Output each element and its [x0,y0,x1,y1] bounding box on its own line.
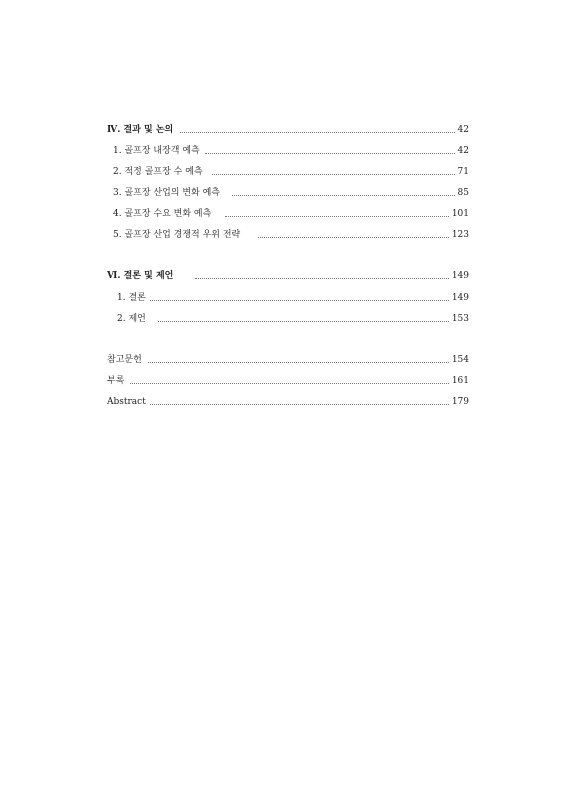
toc-page-number: 149 [450,268,469,284]
toc-leader-dots [205,153,457,154]
toc-entry-4-1[interactable] [0,143,565,159]
toc-leader-dots [130,383,453,384]
toc-entry-title: 부록 [107,373,127,389]
toc-page-number: 71 [456,164,469,180]
toc-leader-dots [180,132,457,133]
toc-entry-title: Abstract [107,394,149,410]
toc-chapter-4[interactable] [0,122,565,138]
toc-entry-title: 4. 골프장 수요 변화 예측 [113,206,214,222]
toc-abstract[interactable] [0,394,565,410]
toc-leader-dots [158,321,453,322]
toc-leader-dots [150,300,453,301]
toc-leader-dots [195,278,453,279]
toc-entry-6-1[interactable] [0,290,565,306]
toc-entry-title: 5. 골프장 산업 경쟁적 우위 전략 [113,227,243,243]
toc-appendix[interactable] [0,373,565,389]
toc-leader-dots [258,237,453,238]
toc-entry-4-5[interactable] [0,227,565,243]
toc-page-number: 42 [456,122,469,138]
toc-entry-4-2[interactable] [0,164,565,180]
toc-entry-title: 2. 제언 [117,311,149,327]
toc-page-number: 153 [450,311,469,327]
toc-page-number: 154 [450,352,469,368]
toc-page-number: 179 [450,394,469,410]
toc-entry-title: 1. 결론 [117,290,149,306]
toc-chapter-title: Ⅳ. 결과 및 논의 [107,122,176,138]
toc-entry-title: 참고문헌 [107,352,145,368]
toc-leader-dots [212,174,457,175]
toc-leader-dots [232,195,457,196]
toc-leader-dots [148,362,453,363]
toc-entry-4-3[interactable] [0,185,565,201]
toc-page-number: 123 [450,227,469,243]
toc-page-number: 85 [456,185,469,201]
toc-page-number: 101 [450,206,469,222]
toc-entry-title: 3. 골프장 산업의 변화 예측 [113,185,223,201]
toc-chapter-6[interactable] [0,268,565,284]
toc-references[interactable] [0,352,565,368]
toc-page-number: 42 [456,143,469,159]
toc-entry-title: 2. 적정 골프장 수 예측 [113,164,206,180]
toc-page-number: 149 [450,290,469,306]
toc-entry-6-2[interactable] [0,311,565,327]
toc-entry-title: 1. 골프장 내장객 예측 [113,143,203,159]
toc-chapter-title: Ⅵ. 결론 및 제언 [107,268,176,284]
toc-page-number: 161 [450,373,469,389]
toc-entry-4-4[interactable] [0,206,565,222]
toc-leader-dots [225,216,453,217]
toc-leader-dots [150,404,453,405]
